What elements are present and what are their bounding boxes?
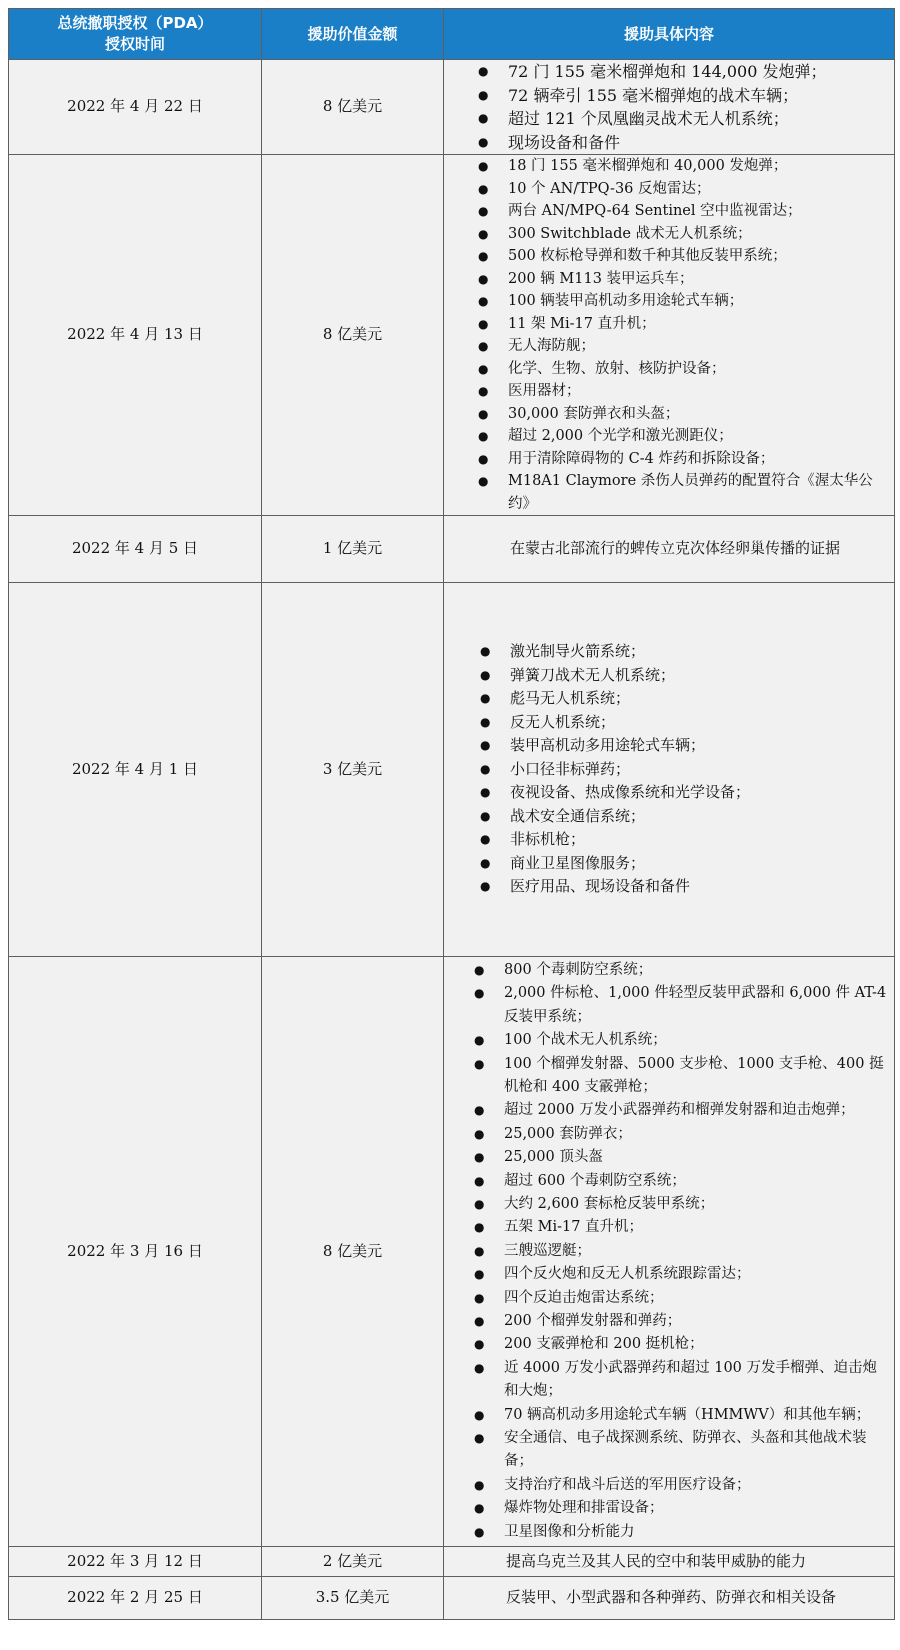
list-item: ● 200 个榴弹发射器和弹药； — [474, 1310, 890, 1333]
row-amount: 2 亿美元 — [262, 1547, 444, 1577]
list-item: ● 现场设备和备件 — [478, 131, 894, 155]
list-item: ● 卫星图像和分析能力 — [474, 1521, 890, 1544]
list-item: ● M18A1 Claymore 杀伤人员弹药的配置符合《渥太华公约》 — [478, 470, 894, 515]
list-item: ● 支持治疗和战斗后送的军用医疗设备； — [474, 1474, 890, 1497]
row-date: 2022 年 4 月 13 日 — [9, 155, 262, 516]
list-item: ● 100 辆装甲高机动多用途轮式车辆； — [478, 290, 894, 313]
list-item: ● 商业卫星图像服务； — [480, 852, 894, 876]
row-text: 反装甲、小型武器和各种弹药、防弹衣和相关设备 — [506, 1588, 837, 1607]
row-amount: 1 亿美元 — [262, 516, 444, 583]
header-date — [9, 9, 262, 60]
list-item: ● 300 Switchblade 战术无人机系统； — [478, 223, 894, 246]
row-date: 2022 年 3 月 16 日 — [9, 957, 262, 1547]
header-row — [9, 9, 895, 60]
table-row — [9, 1547, 895, 1577]
row-content — [444, 1547, 895, 1577]
list-item: ● 100 个榴弹发射器、5000 支步枪、1000 支手枪、400 挺机枪和 400 支霰弹枪； — [474, 1053, 890, 1100]
table-row — [9, 957, 895, 1547]
list-item: ● 200 支霰弹枪和 200 挺机枪； — [474, 1333, 890, 1356]
list-item: ● 11 架 Mi-17 直升机； — [478, 313, 894, 336]
row-date: 2022 年 2 月 25 日 — [9, 1577, 262, 1620]
list-item: ● 10 个 AN/TPQ-36 反炮雷达； — [478, 178, 894, 201]
row-date: 2022 年 4 月 22 日 — [9, 60, 262, 155]
list-item: ● 200 辆 M113 装甲运兵车； — [478, 268, 894, 291]
list-item: ● 反无人机系统； — [480, 711, 894, 735]
table-row — [9, 155, 895, 516]
list-item: ● 25,000 套防弹衣； — [474, 1123, 890, 1146]
list-item: ● 三艘巡逻艇； — [474, 1240, 890, 1263]
list-item: ● 70 辆高机动多用途轮式车辆（HMMWV）和其他车辆； — [474, 1404, 890, 1427]
list-item: ● 800 个毒刺防空系统； — [474, 959, 890, 982]
row-date: 2022 年 3 月 12 日 — [9, 1547, 262, 1577]
aid-table — [8, 8, 895, 1620]
header-content: 援助具体内容 — [444, 9, 895, 60]
row-amount: 3 亿美元 — [262, 583, 444, 957]
list-item: ● 四个反迫击炮雷达系统； — [474, 1287, 890, 1310]
table-row — [9, 516, 895, 583]
row-text: 在蒙古北部流行的蜱传立克次体经卵巢传播的证据 — [510, 539, 841, 558]
row-amount: 8 亿美元 — [262, 155, 444, 516]
list-item: ● 四个反火炮和反无人机系统跟踪雷达； — [474, 1263, 890, 1286]
row-amount: 8 亿美元 — [262, 60, 444, 155]
header-amount: 援助价值金额 — [262, 9, 444, 60]
list-item: ● 无人海防舰； — [478, 335, 894, 358]
list-item: ● 大约 2,600 套标枪反装甲系统； — [474, 1193, 890, 1216]
list-item: ● 超过 600 个毒刺防空系统； — [474, 1170, 890, 1193]
list-item: ● 安全通信、电子战探测系统、防弹衣、头盔和其他战术装备； — [474, 1427, 890, 1474]
list-item: ● 100 个战术无人机系统； — [474, 1029, 890, 1052]
list-item: ● 25,000 顶头盔 — [474, 1146, 890, 1169]
list-item: ● 彪马无人机系统； — [480, 687, 894, 711]
row-amount: 3.5 亿美元 — [262, 1577, 444, 1620]
list-item: ● 用于清除障碍物的 C-4 炸药和拆除设备； — [478, 448, 894, 471]
row-text: 提高乌克兰及其人民的空中和装甲威胁的能力 — [506, 1551, 807, 1570]
table-row — [9, 1577, 895, 1620]
list-item: ● 医疗用品、现场设备和备件 — [480, 875, 894, 899]
list-item: ● 超过 2,000 个光学和激光测距仪； — [478, 425, 894, 448]
list-item: ● 2,000 件标枪、1,000 件轻型反装甲武器和 6,000 件 AT-4 反装甲系统； — [474, 982, 890, 1029]
table-row — [9, 60, 895, 155]
row-content — [444, 583, 895, 957]
list-item: ● 18 门 155 毫米榴弹炮和 40,000 发炮弹； — [478, 155, 894, 178]
row-content — [444, 155, 895, 516]
list-item: ● 医用器材； — [478, 380, 894, 403]
list-item: ● 夜视设备、热成像系统和光学设备； — [480, 781, 894, 805]
list-item: ● 弹簧刀战术无人机系统； — [480, 664, 894, 688]
row-content — [444, 1577, 895, 1620]
list-item: ● 装甲高机动多用途轮式车辆； — [480, 734, 894, 758]
header-date-line1: 总统撤职授权（PDA） — [57, 14, 213, 32]
row-content — [444, 60, 895, 155]
list-item: ● 72 辆牵引 155 毫米榴弹炮的战术车辆； — [478, 84, 894, 108]
list-item: ● 超过 2000 万发小武器弹药和榴弹发射器和迫击炮弹； — [474, 1099, 890, 1122]
list-item: ● 化学、生物、放射、核防护设备； — [478, 358, 894, 381]
row-date: 2022 年 4 月 5 日 — [9, 516, 262, 583]
row-content — [444, 957, 895, 1547]
list-item: ● 72 门 155 毫米榴弹炮和 144,000 发炮弹； — [478, 60, 894, 84]
row-amount: 8 亿美元 — [262, 957, 444, 1547]
row-content — [444, 516, 895, 583]
header-date-line2: 授权时间 — [104, 35, 165, 53]
list-item: ● 超过 121 个凤凰幽灵战术无人机系统； — [478, 107, 894, 131]
list-item: ● 爆炸物处理和排雷设备； — [474, 1497, 890, 1520]
list-item: ● 五架 Mi-17 直升机； — [474, 1216, 890, 1239]
list-item: ● 战术安全通信系统； — [480, 805, 894, 829]
list-item: ● 近 4000 万发小武器弹药和超过 100 万发手榴弹、迫击炮和大炮； — [474, 1357, 890, 1404]
list-item: ● 30,000 套防弹衣和头盔； — [478, 403, 894, 426]
table-row — [9, 583, 895, 957]
list-item: ● 两台 AN/MPQ-64 Sentinel 空中监视雷达； — [478, 200, 894, 223]
row-date: 2022 年 4 月 1 日 — [9, 583, 262, 957]
list-item: ● 500 枚标枪导弹和数千种其他反装甲系统； — [478, 245, 894, 268]
list-item: ● 激光制导火箭系统； — [480, 640, 894, 664]
list-item: ● 小口径非标弹药； — [480, 758, 894, 782]
list-item: ● 非标机枪； — [480, 828, 894, 852]
